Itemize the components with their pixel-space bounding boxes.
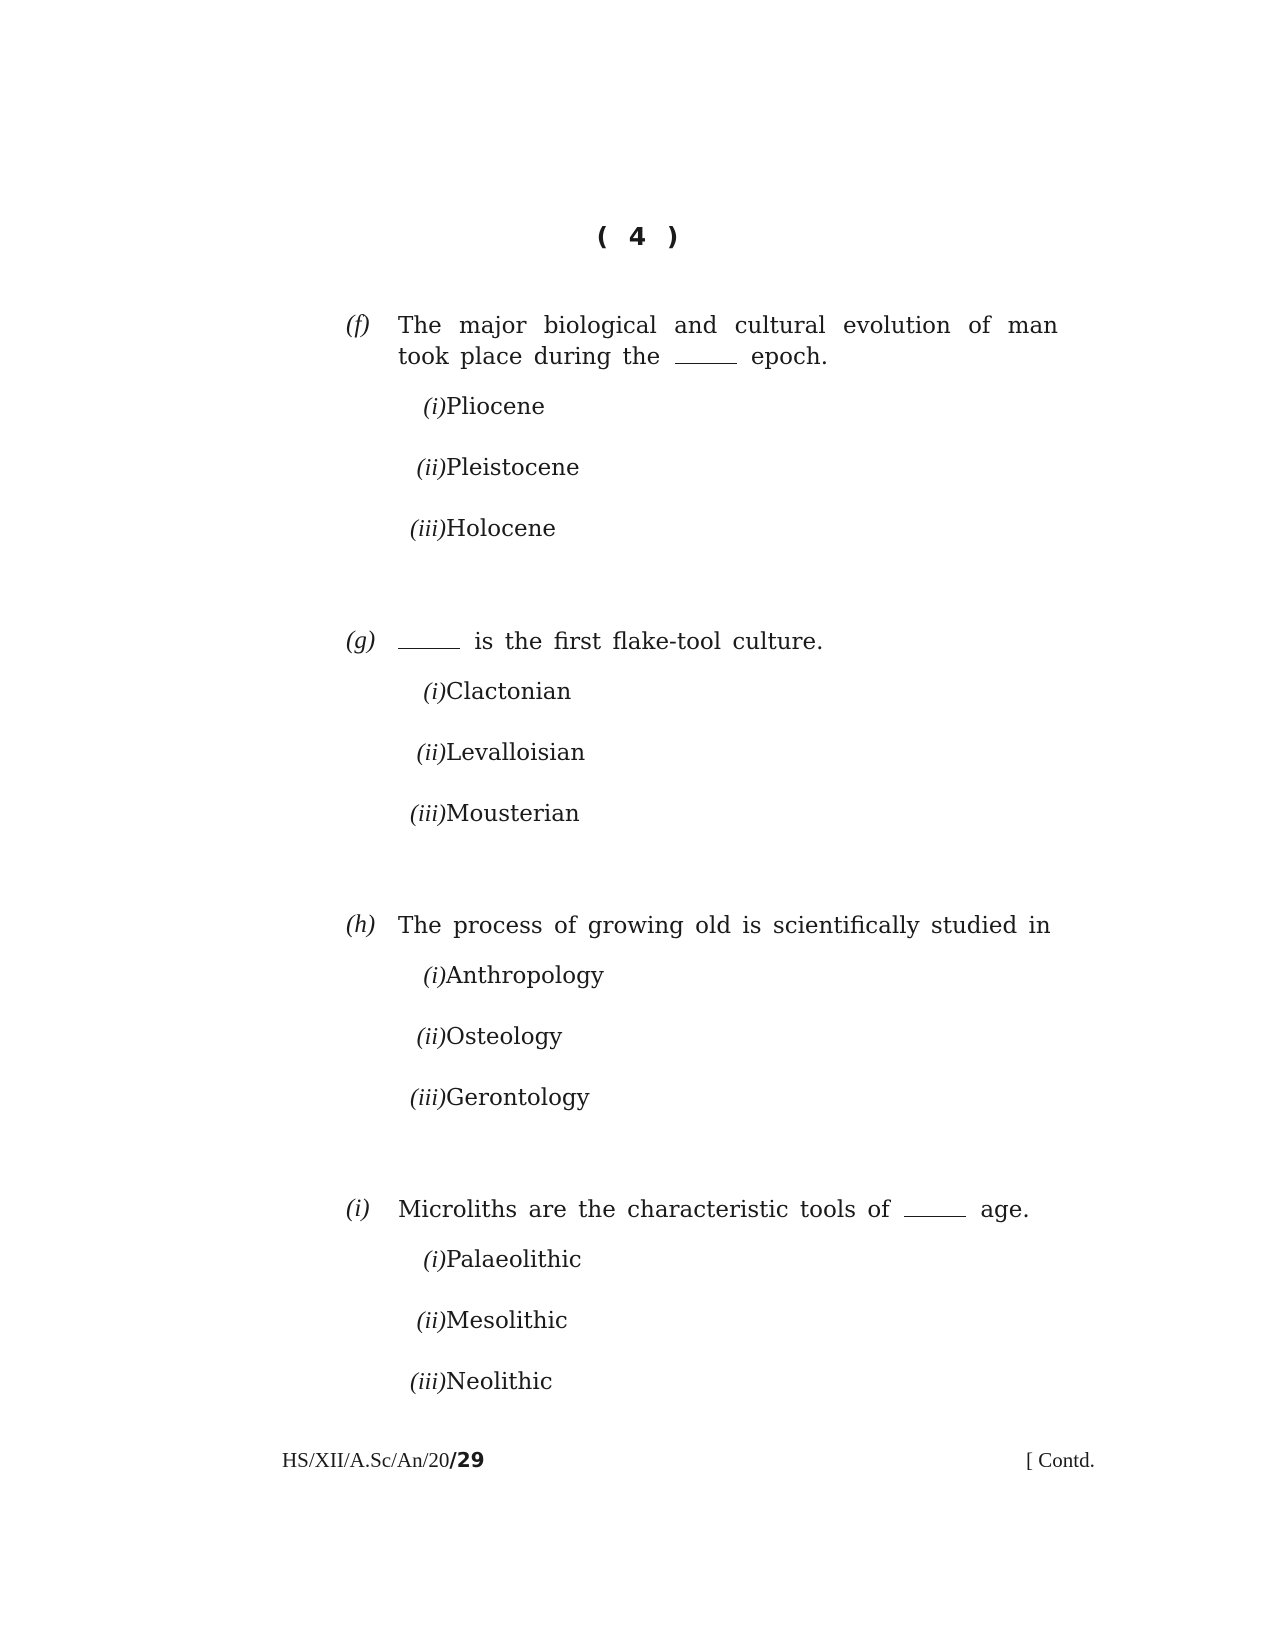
page-number: ( 4 ) bbox=[596, 222, 679, 251]
question-text-line bbox=[398, 342, 1058, 373]
question-text-line bbox=[398, 627, 1058, 658]
option-label: (ii) bbox=[416, 1024, 446, 1050]
option-item bbox=[398, 963, 1066, 1024]
option-text: Levalloisian bbox=[446, 740, 586, 766]
question-text-segment: took place during the bbox=[398, 344, 661, 370]
option-label: (iii) bbox=[410, 1369, 446, 1395]
option-list bbox=[398, 679, 1066, 862]
question-text-line: The process of growing old is scientifically studied in bbox=[398, 913, 1051, 939]
option-list bbox=[398, 394, 1066, 577]
option-label: (i) bbox=[423, 394, 446, 420]
option-text: Palaeolithic bbox=[446, 1247, 582, 1273]
option-label: (iii) bbox=[410, 1085, 446, 1111]
option-text: Clactonian bbox=[446, 679, 572, 705]
option-text: Pleistocene bbox=[446, 455, 580, 481]
question-i bbox=[346, 1195, 1066, 1430]
question-text bbox=[398, 311, 1058, 373]
option-item bbox=[398, 1308, 1066, 1369]
answer-blank bbox=[904, 1215, 966, 1217]
answer-blank bbox=[398, 647, 460, 649]
option-text: Gerontology bbox=[446, 1085, 590, 1111]
option-label: (i) bbox=[423, 679, 446, 705]
option-text: Pliocene bbox=[446, 394, 545, 420]
continued-note: [ Contd. bbox=[1026, 1448, 1095, 1472]
option-item bbox=[398, 1085, 1066, 1146]
question-label: (h) bbox=[346, 911, 376, 938]
question-text-segment: Microliths are the characteristic tools of bbox=[398, 1197, 890, 1223]
option-label: (iii) bbox=[410, 801, 446, 827]
option-label: (iii) bbox=[410, 516, 446, 542]
option-label: (ii) bbox=[416, 455, 446, 481]
paper-code-number: /29 bbox=[449, 1448, 485, 1472]
option-text: Osteology bbox=[446, 1024, 563, 1050]
option-item bbox=[398, 1247, 1066, 1308]
option-label: (ii) bbox=[416, 1308, 446, 1334]
question-text bbox=[398, 911, 1058, 942]
question-h bbox=[346, 911, 1066, 1146]
option-item bbox=[398, 394, 1066, 455]
option-label: (i) bbox=[423, 963, 446, 989]
option-list bbox=[398, 1247, 1066, 1430]
question-g bbox=[346, 627, 1066, 862]
question-label: (i) bbox=[346, 1195, 370, 1222]
question-f bbox=[346, 311, 1066, 577]
option-list bbox=[398, 963, 1066, 1146]
option-text: Mousterian bbox=[446, 801, 580, 827]
question-label: (g) bbox=[346, 627, 376, 654]
option-label: (ii) bbox=[416, 740, 446, 766]
question-text-segment: age. bbox=[980, 1197, 1030, 1223]
option-text: Mesolithic bbox=[446, 1308, 568, 1334]
question-text bbox=[398, 1195, 1058, 1226]
paper-code bbox=[282, 1448, 485, 1473]
question-label: (f) bbox=[346, 311, 370, 338]
option-text: Anthropology bbox=[446, 963, 604, 989]
question-text-line bbox=[398, 1195, 1058, 1226]
option-item bbox=[398, 679, 1066, 740]
option-label: (i) bbox=[423, 1247, 446, 1273]
question-text bbox=[398, 627, 1058, 658]
option-text: Holocene bbox=[446, 516, 557, 542]
question-text-segment: is the first flake-tool culture. bbox=[474, 629, 824, 655]
option-item bbox=[398, 1369, 1066, 1430]
question-text-segment: epoch. bbox=[750, 344, 828, 370]
question-text-line: The major biological and cultural evolution of man bbox=[398, 313, 1058, 339]
option-text: Neolithic bbox=[446, 1369, 553, 1395]
paper-code-prefix: HS/XII/A.Sc/An/20 bbox=[282, 1448, 450, 1472]
option-item bbox=[398, 516, 1066, 577]
option-item bbox=[398, 1024, 1066, 1085]
answer-blank bbox=[675, 362, 737, 364]
option-item bbox=[398, 801, 1066, 862]
option-item bbox=[398, 455, 1066, 516]
option-item bbox=[398, 740, 1066, 801]
